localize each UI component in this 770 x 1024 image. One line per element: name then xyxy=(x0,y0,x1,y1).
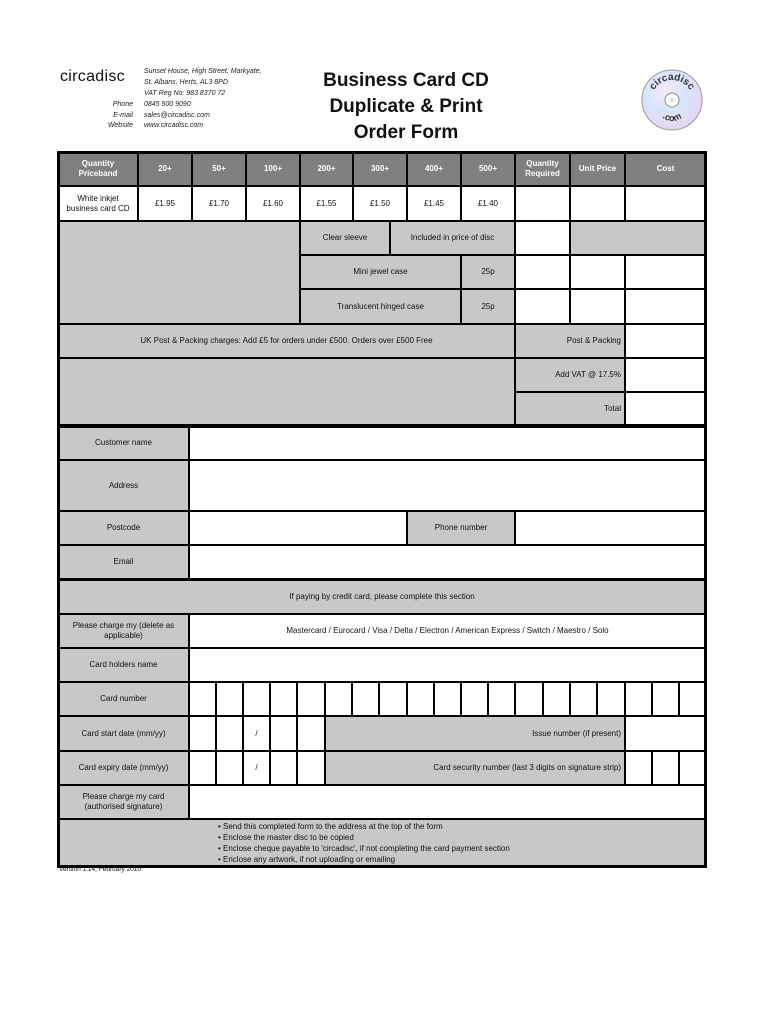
price-cell: £1.95 xyxy=(138,186,192,221)
start-year-digit[interactable] xyxy=(270,716,297,751)
header-quantity-required: Quantity Required xyxy=(515,152,570,186)
card-number-digit[interactable] xyxy=(515,682,543,716)
card-types-select[interactable]: Mastercard / Eurocard / Visa / Delta / Electron / American Express / Switch / Maestro / Solo xyxy=(189,614,706,648)
instruction-item: • Enclose the master disc to be copied xyxy=(218,833,354,842)
expiry-month-digit[interactable] xyxy=(216,751,243,785)
header-cost: Cost xyxy=(625,152,706,186)
start-month-digit[interactable] xyxy=(216,716,243,751)
header-qty: 100+ xyxy=(246,152,300,186)
address-input[interactable] xyxy=(189,460,706,511)
title-line: Business Card CD xyxy=(323,70,489,91)
cost-input[interactable] xyxy=(625,186,706,221)
version-note: Version 1.14, February 2010 xyxy=(59,866,142,873)
card-holder-input[interactable] xyxy=(189,648,706,682)
postage-note: UK Post & Packing charges: Add £5 for orders under £500. Orders over £500 Free xyxy=(58,324,515,358)
card-number-digit[interactable] xyxy=(625,682,652,716)
card-number-digit[interactable] xyxy=(297,682,325,716)
header-qty: 500+ xyxy=(461,152,515,186)
circadisc-cd-logo xyxy=(640,68,704,132)
clear-sleeve-note: Included in price of disc xyxy=(390,221,515,255)
card-number-digit[interactable] xyxy=(597,682,625,716)
address-line: VAT Reg No: 983 8370 72 xyxy=(144,90,226,97)
date-separator: / xyxy=(243,716,270,751)
header-qty: 300+ xyxy=(353,152,407,186)
clear-sleeve-label: Clear sleeve xyxy=(300,221,390,255)
email-label: Email xyxy=(58,545,189,579)
logo-text-bottom: .com xyxy=(661,110,683,124)
card-number-digit[interactable] xyxy=(407,682,434,716)
price-cell: £1.45 xyxy=(407,186,461,221)
hinged-case-unit-input[interactable] xyxy=(570,289,625,324)
payment-section-title: If paying by credit card, please complete this section xyxy=(58,579,706,614)
phone-number-input[interactable] xyxy=(515,511,706,545)
postcode-input[interactable] xyxy=(189,511,407,545)
mini-jewel-cost-input[interactable] xyxy=(625,255,706,289)
postcode-label: Postcode xyxy=(58,511,189,545)
card-number-digit[interactable] xyxy=(216,682,243,716)
start-month-digit[interactable] xyxy=(189,716,216,751)
email-input[interactable] xyxy=(189,545,706,579)
mini-jewel-price: 25p xyxy=(461,255,515,289)
phone-number-label: Phone number xyxy=(407,511,515,545)
post-packing-label: Post & Packing xyxy=(515,324,625,358)
header-priceband: Quantity Priceband xyxy=(58,152,138,186)
card-number-digit[interactable] xyxy=(189,682,216,716)
quantity-required-input[interactable] xyxy=(515,186,570,221)
card-holder-label: Card holders name xyxy=(58,648,189,682)
form-title xyxy=(300,68,512,146)
hinged-case-price: 25p xyxy=(461,289,515,324)
card-number-digit[interactable] xyxy=(570,682,597,716)
card-expiry-label: Card expiry date (mm/yy) xyxy=(58,751,189,785)
start-year-digit[interactable] xyxy=(297,716,325,751)
contact-labels xyxy=(80,100,133,132)
mini-jewel-label: Mini jewel case xyxy=(300,255,461,289)
email-value: sales@circadisc.com xyxy=(144,111,210,119)
card-number-digit[interactable] xyxy=(488,682,515,716)
instruction-item: • Enclose cheque payable to 'circadisc', if not completing the card payment section xyxy=(218,844,510,853)
customer-name-label: Customer name xyxy=(58,426,189,460)
customer-name-input[interactable] xyxy=(189,426,706,460)
totals-blank-area xyxy=(58,358,515,426)
card-number-digit[interactable] xyxy=(270,682,297,716)
unit-price-input[interactable] xyxy=(570,186,625,221)
card-number-digit[interactable] xyxy=(652,682,679,716)
card-number-digit[interactable] xyxy=(243,682,270,716)
title-line: Order Form xyxy=(353,122,459,143)
packaging-blank-area xyxy=(58,221,300,324)
brand-name: circadisc xyxy=(60,68,125,85)
phone-label: Phone xyxy=(112,101,133,108)
instruction-item: • Enclose any artwork, if not uploading or emailing xyxy=(218,855,396,864)
card-number-digit[interactable] xyxy=(325,682,352,716)
card-start-label: Card start date (mm/yy) xyxy=(58,716,189,751)
expiry-year-digit[interactable] xyxy=(297,751,325,785)
card-number-label: Card number xyxy=(58,682,189,716)
mini-jewel-unit-input[interactable] xyxy=(570,255,625,289)
issue-number-label: Issue number (if present) xyxy=(325,716,625,751)
address-label: Address xyxy=(58,460,189,511)
contact-values xyxy=(144,100,210,132)
mini-jewel-qty-input[interactable] xyxy=(515,255,570,289)
address-line: Sunset House, High Street, Markyate, xyxy=(144,68,262,75)
card-number-digit[interactable] xyxy=(352,682,379,716)
header-qty: 200+ xyxy=(300,152,353,186)
clear-sleeve-qty-input[interactable] xyxy=(515,221,570,255)
total-label: Total xyxy=(515,392,625,426)
website-value: www.circadisc.com xyxy=(144,122,204,129)
website-label: Website xyxy=(107,122,133,129)
vat-label: Add VAT @ 17.5% xyxy=(515,358,625,392)
price-cell: £1.50 xyxy=(353,186,407,221)
security-number-label: Card security number (last 3 digits on signature strip) xyxy=(325,751,625,785)
charge-label: Please charge my (delete as applicable) xyxy=(58,614,189,648)
company-address xyxy=(144,66,262,99)
price-cell: £1.40 xyxy=(461,186,515,221)
card-number-digit[interactable] xyxy=(379,682,407,716)
post-packing-input[interactable] xyxy=(625,324,706,358)
signature-label: Please charge my card (authorised signature) xyxy=(58,785,189,819)
header-qty: 400+ xyxy=(407,152,461,186)
security-digit[interactable] xyxy=(625,751,652,785)
address-line: St. Albans, Herts, AL3 8PD xyxy=(144,79,228,86)
security-digit[interactable] xyxy=(679,751,706,785)
price-cell: £1.70 xyxy=(192,186,246,221)
email-label: E-mail xyxy=(113,111,133,119)
security-digit[interactable] xyxy=(652,751,679,785)
logo-text-top: circadisc xyxy=(647,71,697,93)
hinged-case-label: Translucent hinged case xyxy=(300,289,461,324)
hinged-case-cost-input[interactable] xyxy=(625,289,706,324)
title-line: Duplicate & Print xyxy=(329,96,483,117)
header-qty: 20+ xyxy=(138,152,192,186)
vat-input[interactable] xyxy=(625,358,706,392)
expiry-year-digit[interactable] xyxy=(270,751,297,785)
issue-number-input[interactable] xyxy=(625,716,706,751)
price-cell: £1.60 xyxy=(246,186,300,221)
price-cell: £1.55 xyxy=(300,186,353,221)
header-qty: 50+ xyxy=(192,152,246,186)
product-name: White inkjet business card CD xyxy=(58,186,138,221)
clear-sleeve-shaded xyxy=(570,221,706,255)
card-number-digit[interactable] xyxy=(679,682,706,716)
card-number-digit[interactable] xyxy=(543,682,570,716)
hinged-case-qty-input[interactable] xyxy=(515,289,570,324)
total-input[interactable] xyxy=(625,392,706,426)
instructions-list xyxy=(218,821,510,865)
header-unit-price: Unit Price xyxy=(570,152,625,186)
card-number-digit[interactable] xyxy=(434,682,461,716)
instruction-item: • Send this completed form to the address at the top of the form xyxy=(218,822,443,831)
phone-value: 0845 500 9090 xyxy=(144,101,191,108)
card-number-digit[interactable] xyxy=(461,682,488,716)
signature-input[interactable] xyxy=(189,785,706,819)
expiry-month-digit[interactable] xyxy=(189,751,216,785)
date-separator: / xyxy=(243,751,270,785)
